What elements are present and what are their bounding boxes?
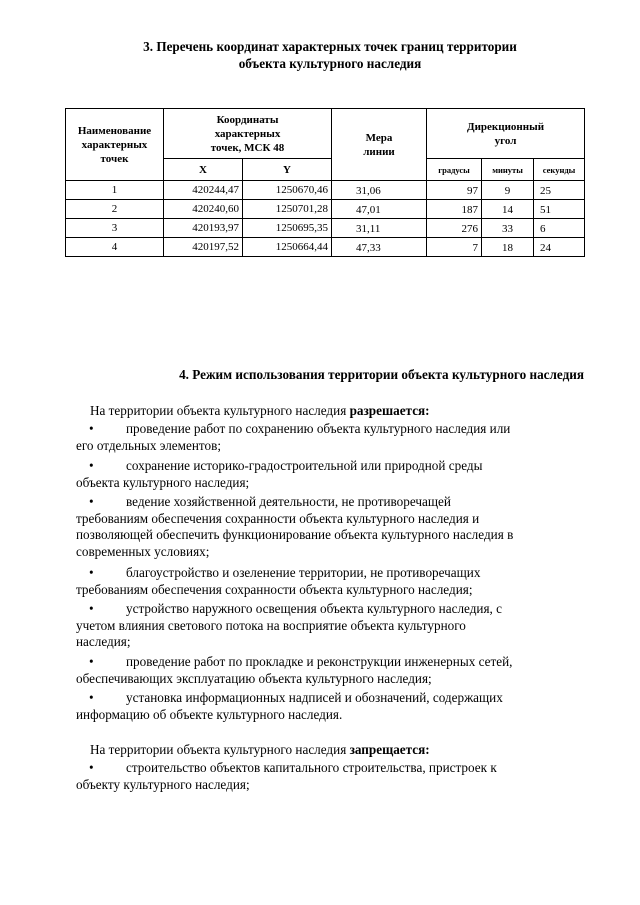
list-item: • установка информационных надписей и обозначений, содержащих информацию об объекте культурного наследия. bbox=[76, 690, 503, 722]
bullet-icon: • bbox=[89, 458, 94, 473]
cell-degrees: 97 bbox=[427, 181, 482, 200]
cell-seconds: 24 bbox=[534, 238, 585, 257]
cell-degrees: 7 bbox=[427, 238, 482, 257]
header-x: X bbox=[164, 159, 243, 181]
bullet-icon: • bbox=[89, 565, 94, 580]
cell-seconds: 6 bbox=[534, 219, 585, 238]
cell-length: 31,11 bbox=[332, 219, 427, 238]
cell-point: 3 bbox=[66, 219, 164, 238]
table-row bbox=[66, 219, 585, 238]
header-point-name: Наименование характерных точек bbox=[66, 109, 164, 181]
header-line-length: Мера линии bbox=[332, 109, 427, 181]
cell-point: 1 bbox=[66, 181, 164, 200]
cell-y: 1250701,28 bbox=[243, 200, 332, 219]
table-row bbox=[66, 200, 585, 219]
section-4-title: 4. Режим использования территории объекта культурного наследия bbox=[179, 367, 584, 382]
header-degrees: градусы bbox=[427, 159, 482, 181]
table-header-row bbox=[66, 109, 585, 159]
allowed-intro: На территории объекта культурного наследия разрешается: bbox=[90, 403, 430, 418]
bullet-icon: • bbox=[89, 601, 94, 616]
cell-y: 1250670,46 bbox=[243, 181, 332, 200]
bullet-icon: • bbox=[89, 760, 94, 775]
cell-minutes: 33 bbox=[482, 219, 534, 238]
cell-x: 420244,47 bbox=[164, 181, 243, 200]
list-item: • сохранение историко-градостроительной или природной среды объекта культурного наследия; bbox=[76, 458, 483, 490]
cell-x: 420197,52 bbox=[164, 238, 243, 257]
cell-seconds: 25 bbox=[534, 181, 585, 200]
section-3-title-line-1: 3. Перечень координат характерных точек границ территории bbox=[143, 39, 517, 54]
cell-x: 420240,60 bbox=[164, 200, 243, 219]
list-item: • благоустройство и озеленение территории, не противоречащих требованиям обеспечения сохранности объекта культурного наследия; bbox=[76, 565, 481, 597]
coordinates-table bbox=[65, 108, 585, 257]
cell-x: 420193,97 bbox=[164, 219, 243, 238]
list-item: • ведение хозяйственной деятельности, не противоречащей требованиям обеспечения сохранности объекта культурного наследия и позволяющей обеспечить функционирование объекта культурного наследия в современных условиях; bbox=[76, 494, 514, 559]
header-y: Y bbox=[243, 159, 332, 181]
header-seconds: секунды bbox=[534, 159, 585, 181]
cell-point: 4 bbox=[66, 238, 164, 257]
cell-length: 47,33 bbox=[332, 238, 427, 257]
cell-y: 1250664,44 bbox=[243, 238, 332, 257]
table-row bbox=[66, 238, 585, 257]
header-coordinates: Координаты характерных точек, МСК 48 bbox=[164, 109, 332, 159]
cell-degrees: 276 bbox=[427, 219, 482, 238]
cell-minutes: 9 bbox=[482, 181, 534, 200]
bullet-icon: • bbox=[89, 690, 94, 705]
cell-length: 47,01 bbox=[332, 200, 427, 219]
cell-point: 2 bbox=[66, 200, 164, 219]
section-3-title-line-2: объекта культурного наследия bbox=[238, 56, 422, 71]
cell-minutes: 18 bbox=[482, 238, 534, 257]
bullet-icon: • bbox=[89, 421, 94, 436]
list-item: • проведение работ по сохранению объекта культурного наследия или его отдельных элементов; bbox=[76, 421, 511, 453]
list-item: • проведение работ по прокладке и реконструкции инженерных сетей, обеспечивающих эксплуатацию объекта культурного наследия; bbox=[76, 654, 513, 686]
list-item: • строительство объектов капитального строительства, пристроек к объекту культурного наследия; bbox=[76, 760, 497, 792]
forbidden-intro: На территории объекта культурного наследия запрещается: bbox=[90, 742, 430, 757]
table-row bbox=[66, 181, 585, 200]
cell-seconds: 51 bbox=[534, 200, 585, 219]
cell-minutes: 14 bbox=[482, 200, 534, 219]
cell-y: 1250695,35 bbox=[243, 219, 332, 238]
header-direction-angle: Дирекционный угол bbox=[427, 109, 585, 159]
bullet-icon: • bbox=[89, 494, 94, 509]
cell-length: 31,06 bbox=[332, 181, 427, 200]
cell-degrees: 187 bbox=[427, 200, 482, 219]
header-minutes: минуты bbox=[482, 159, 534, 181]
list-item: • устройство наружного освещения объекта культурного наследия, с учетом влияния светового потока на восприятие объекта культурного наследия; bbox=[76, 601, 502, 649]
bullet-icon: • bbox=[89, 654, 94, 669]
